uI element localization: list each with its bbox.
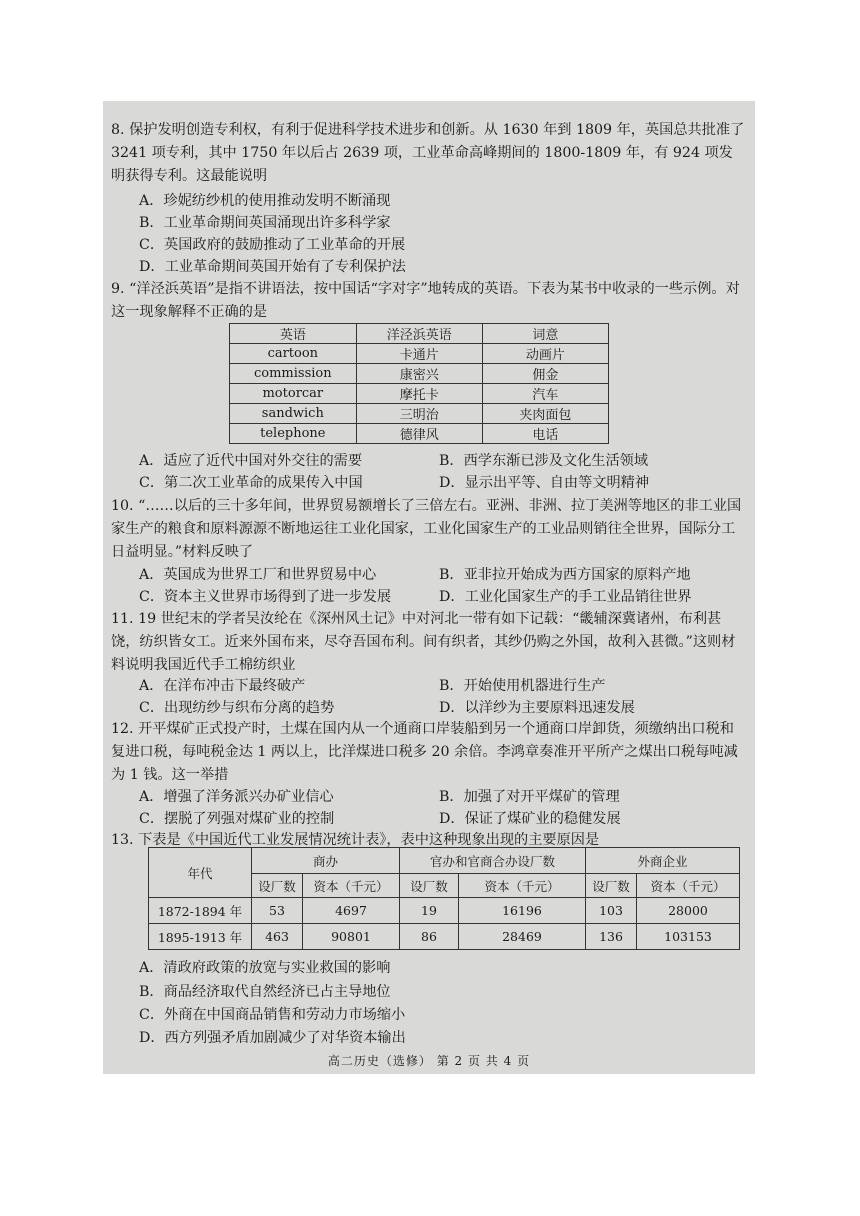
table-cell: commission [230,364,357,384]
option-b: B．西学东渐已涉及文化生活领域 [439,453,649,469]
industry-stats-table [148,847,740,950]
table-cell: cartoon [230,344,357,364]
table-cell: 90801 [303,924,400,950]
option-d: D．显示出平等、自由等文明精神 [439,475,650,491]
question-number: 8. [111,122,125,138]
option-a: A．增强了洋务派兴办矿业信心 [139,789,334,805]
table-cell: motorcar [230,384,357,404]
option-c: C．出现纺纱与织布分离的趋势 [139,700,335,716]
table-cell: 三明治 [356,404,482,424]
option-a: A．在洋布冲击下最终破产 [139,678,306,694]
table-row [230,404,609,424]
table-cell: telephone [230,424,357,444]
option-c: C．英国政府的鼓励推动了工业革命的开展 [139,237,406,253]
vocab-table [229,323,609,444]
question-number: 10. [111,498,134,514]
table-row [149,898,740,924]
table-cell: 德律风 [356,424,482,444]
table-row [230,344,609,364]
exam-page [103,101,755,1074]
table-row [230,364,609,384]
question-10 [111,495,747,564]
table-cell: 4697 [303,898,400,924]
question-number: 12. [111,721,134,737]
table-cell: 动画片 [482,344,608,364]
table-row [149,924,740,950]
question-stem: 下表是《中国近代工业发展情况统计表》，表中这种现象出现的主要原因是 [138,832,600,848]
question-stem: 保护发明创造专利权，有利于促进科学技术进步和创新。从 1630 年到 1809 年，英国总共批准了 3241 项专利，其中 1750 年以后占 2639 项，工业革命高峰期间的 1800-1809 年，有 924 项发明获得专利。这最能说明 [111,122,745,184]
option-b: B．加强了对开平煤矿的管理 [439,789,620,805]
table-cell: 电话 [482,424,608,444]
option-d: D．保证了煤矿业的稳健发展 [439,811,621,827]
table-cell: 103 [586,898,637,924]
table-cell: 53 [252,898,303,924]
option-a: A．适应了近代中国对外交往的需要 [139,453,363,469]
option-a: A．珍妮纺纱机的使用推动发明不断涌现 [139,193,391,209]
table-cell: 136 [586,924,637,950]
table-cell: 19 [400,898,459,924]
table-header: 商办 [252,848,400,874]
option-b: B．工业革命期间英国涌现出许多科学家 [139,215,391,231]
table-cell: 夹肉面包 [482,404,608,424]
option-d: D．工业化国家生产的手工业品销往世界 [439,589,692,605]
question-number: 13. [111,832,134,848]
option-b: B．开始使用机器进行生产 [439,678,606,694]
table-subheader: 设厂数 [400,874,459,898]
table-subheader: 资本（千元） [459,874,586,898]
table-header: 外商企业 [586,848,740,874]
table-cell: 28469 [459,924,586,950]
option-c: C．资本主义世界市场得到了进一步发展 [139,589,392,605]
table-cell: 16196 [459,898,586,924]
table-subheader: 资本（千元） [303,874,400,898]
question-number: 11. [111,611,134,627]
option-c: C．第二次工业革命的成果传入中国 [139,475,363,491]
table-header: 年代 [149,848,252,898]
question-9 [111,278,747,324]
question-stem: “……以后的三十多年间，世界贸易额增长了三倍左右。亚洲、非洲、拉丁美洲等地区的非工业国家生产的粮食和原料源源不断地运往工业化国家，工业化国家生产的工业品则销往全世界，国际分工日益明显。”材料反映了 [111,498,742,560]
question-12 [111,718,747,787]
table-cell: sandwich [230,404,357,424]
table-row [230,384,609,404]
table-cell: 86 [400,924,459,950]
table-header: 英语 [230,324,357,344]
table-subheader: 设厂数 [586,874,637,898]
table-cell: 28000 [637,898,740,924]
table-subheader: 设厂数 [252,874,303,898]
table-cell: 摩托卡 [356,384,482,404]
table-cell: 汽车 [482,384,608,404]
table-cell: 103153 [637,924,740,950]
page-footer: 高二历史（选修） 第 2 页 共 4 页 [327,1054,531,1068]
option-d: D．西方列强矛盾加剧减少了对华资本输出 [139,1030,406,1046]
question-number: 9. [111,281,125,297]
table-header: 洋泾浜英语 [356,324,482,344]
table-cell: 463 [252,924,303,950]
option-c: C．摆脱了列强对煤矿业的控制 [139,811,335,827]
table-header: 官办和官商合办设厂数 [400,848,586,874]
table-cell: 卡通片 [356,344,482,364]
option-a: A．英国成为世界工厂和世界贸易中心 [139,567,377,583]
table-row [230,424,609,444]
question-11 [111,608,747,677]
table-cell: 佣金 [482,364,608,384]
table-cell: 1895-1913 年 [149,924,252,950]
table-subheader: 资本（千元） [637,874,740,898]
option-d: D．工业革命期间英国开始有了专利保护法 [139,259,406,275]
option-b: B．商品经济取代自然经济已占主导地位 [139,984,391,1000]
option-a: A．清政府政策的放宽与实业救国的影响 [139,960,391,976]
option-b: B．亚非拉开始成为西方国家的原料产地 [439,567,691,583]
table-header: 词意 [482,324,608,344]
option-c: C．外商在中国商品销售和劳动力市场缩小 [139,1007,406,1023]
table-cell: 1872-1894 年 [149,898,252,924]
question-8 [111,119,747,188]
question-stem: 19 世纪末的学者吴汝纶在《深州风土记》中对河北一带有如下记载：“畿辅深冀诸州，布利甚饶，纺织皆女工。近来外国布来，尽夺吾国布利。间有织者，其纱仍购之外国，故利入甚微。”这则材料说明我国近代手工棉纺织业 [111,611,736,673]
question-stem: 开平煤矿正式投产时，土煤在国内从一个通商口岸装船到另一个通商口岸卸货，须缴纳出口税和复进口税，每吨税金达 1 两以上，比洋煤进口税多 20 余倍。李鸿章奏准开平所产之煤出口税每吨减为 1 钱。这一举措 [111,721,738,783]
question-stem: “洋泾浜英语”是指不讲语法，按中国话“字对字”地转成的英语。下表为某书中收录的一些示例。对这一现象解释不正确的是 [111,281,740,320]
option-d: D．以洋纱为主要原料迅速发展 [439,700,635,716]
table-cell: 康密兴 [356,364,482,384]
